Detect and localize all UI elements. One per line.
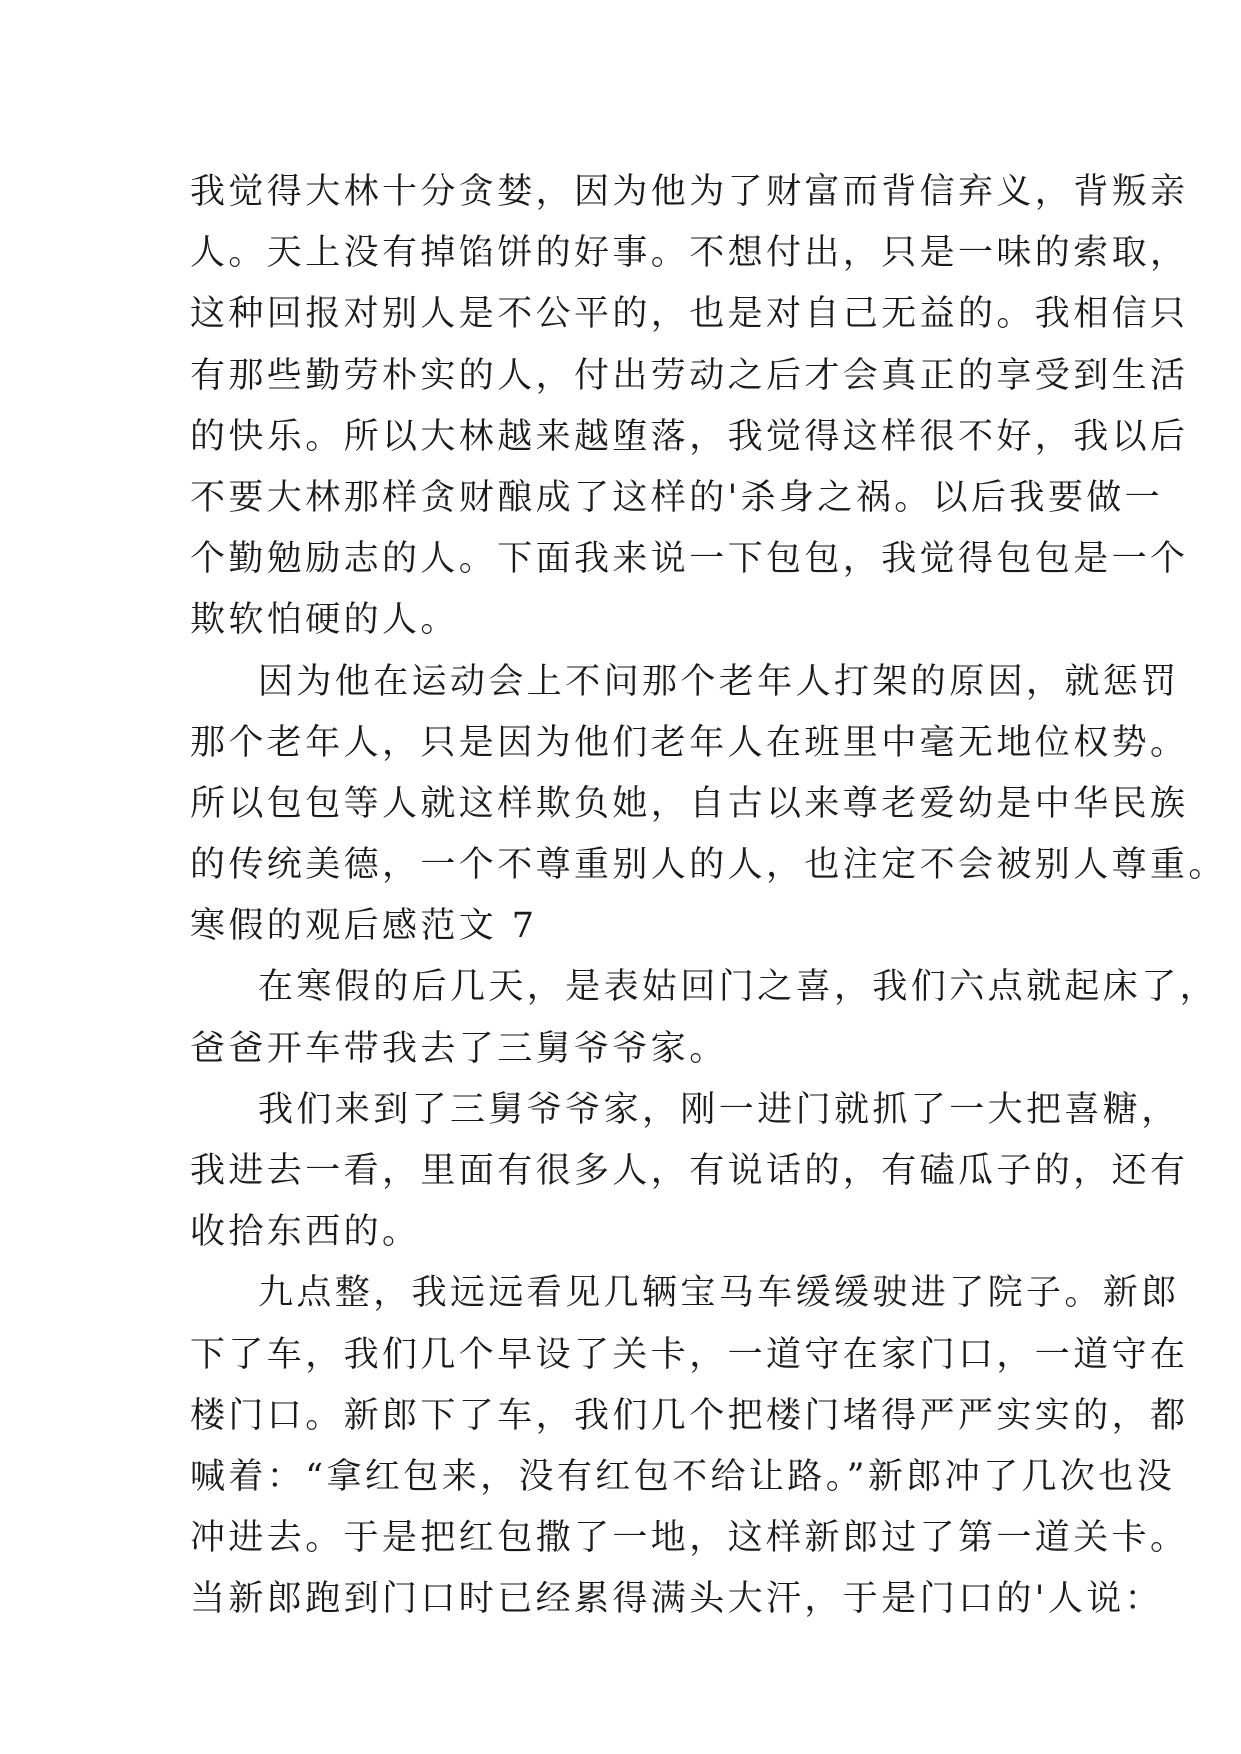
text-line: 所以包包等人就这样欺负她，自古以来尊老爱幼是中华民族: [190, 783, 1189, 824]
text-line: 楼门口。新郎下了车，我们几个把楼门堵得严严实实的，都: [190, 1395, 1189, 1436]
document-body: [190, 162, 1227, 1631]
paragraph-first-line: 九点整，我远远看见几辆宝马车缓缓驶进了院子。新郎: [258, 1273, 1180, 1314]
paragraph-first-line: 在寒假的后几天，是表姑回门之喜，我们六点就起床了，: [258, 967, 1219, 1008]
text-line: 那个老年人，只是因为他们老年人在班里中毫无地位权势。: [190, 722, 1189, 763]
text-line: 人。天上没有掉馅饼的好事。不想付出，只是一味的索取，: [190, 233, 1189, 274]
text-line: 个勤勉励志的人。下面我来说一下包包，我觉得包包是一个: [190, 539, 1189, 580]
text-line: 收拾东西的。: [190, 1212, 421, 1253]
text-line: 这种回报对别人是不公平的，也是对自己无益的。我相信只: [190, 294, 1189, 335]
text-line: 下了车，我们几个早设了关卡，一道守在家门口，一道守在: [190, 1334, 1189, 1375]
text-line: 我觉得大林十分贪婪，因为他为了财富而背信弃义，背叛亲: [190, 172, 1189, 212]
text-line: 冲进去。于是把红包撒了一地，这样新郎过了第一道关卡。: [190, 1518, 1189, 1559]
text-line: 当新郎跑到门口时已经累得满头大汗，于是门口的'人说：: [190, 1579, 1164, 1620]
text-line: 欺软怕硬的人。: [190, 600, 459, 641]
section-heading: 寒假的观后感范文 7: [190, 906, 538, 947]
paragraph-first-line: 因为他在运动会上不问那个老年人打架的原因，就惩罚: [258, 661, 1180, 702]
text-line: 爸爸开车带我去了三舅爷爷家。: [190, 1028, 728, 1069]
text-line: 喊着：“拿红包来，没有红包不给让路。”新郎冲了几次也没: [190, 1456, 1176, 1497]
paragraph-first-line: 我们来到了三舅爷爷家，刚一进门就抓了一大把喜糖，: [258, 1089, 1180, 1130]
text-line: 我进去一看，里面有很多人，有说话的，有磕瓜子的，还有: [190, 1151, 1189, 1191]
text-line: 不要大林那样贪财酿成了这样的'杀身之祸。以后我要做一: [190, 477, 1164, 518]
text-line: 有那些勤劳朴实的人，付出劳动之后才会真正的享受到生活: [190, 355, 1189, 396]
text-line: 的传统美德，一个不尊重别人的人，也注定不会被别人尊重。: [190, 845, 1227, 886]
text-line: 的快乐。所以大林越来越堕落，我觉得这样很不好，我以后: [190, 416, 1189, 457]
